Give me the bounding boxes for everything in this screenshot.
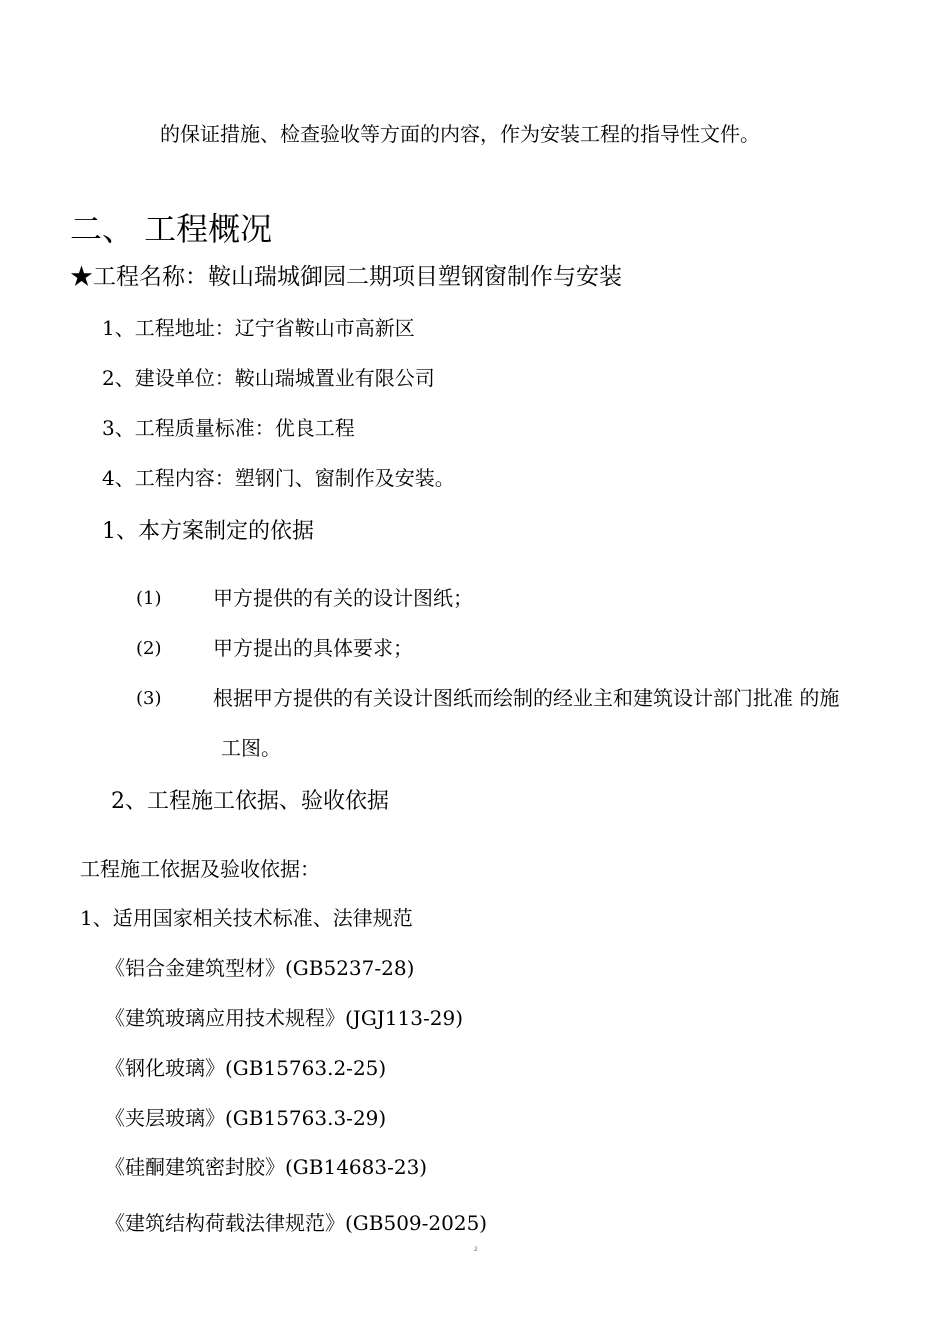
info-item-content: 4、工程内容：塑钢门、窗制作及安装。 [102, 466, 455, 490]
basis-item-number: (3) [136, 688, 162, 709]
standard-item: 《建筑结构荷载法律规范》(GB509-2025) [105, 1211, 488, 1235]
section-title: 二、 工程概况 [70, 210, 273, 248]
standard-item: 《建筑玻璃应用技术规程》(JGJ113-29) [105, 1006, 463, 1030]
basis-item-continuation: 工图。 [221, 736, 281, 760]
basis-item-number: (2) [136, 638, 162, 659]
construction-basis-intro: 工程施工依据及验收依据： [80, 857, 320, 881]
standard-item: 《夹层玻璃》(GB15763.3-29) [105, 1106, 387, 1130]
info-item-developer: 2、建设单位：鞍山瑞城置业有限公司 [102, 366, 435, 390]
basis-item-text: 甲方提出的具体要求； [213, 636, 413, 660]
info-item-address: 1、工程地址：辽宁省鞍山市高新区 [102, 316, 415, 340]
plan-basis-heading: 1、本方案制定的依据 [102, 519, 314, 544]
info-item-quality: 3、工程质量标准：优良工程 [102, 416, 355, 440]
project-name: ★工程名称：鞍山瑞城御园二期项目塑钢窗制作与安装 [70, 264, 622, 290]
basis-item-text: 根据甲方提供的有关设计图纸而绘制的经业主和建筑设计部门批准 的施 [213, 686, 840, 710]
basis-item-text: 甲方提供的有关的设计图纸； [213, 586, 473, 610]
intro-text: 的保证措施、检查验收等方面的内容，作为安装工程的指导性文件。 [160, 122, 760, 146]
page-number: 2 [474, 1246, 478, 1253]
standard-item: 《硅酮建筑密封胶》(GB14683-23) [105, 1155, 428, 1179]
standards-heading: 1、适用国家相关技术标准、法律规范 [80, 906, 413, 930]
construction-basis-heading: 2、工程施工依据、验收依据 [111, 789, 389, 814]
standard-item: 《铝合金建筑型材》(GB5237-28) [105, 956, 415, 980]
standard-item: 《钢化玻璃》(GB15763.2-25) [105, 1056, 387, 1080]
basis-item-number: (1) [136, 588, 162, 609]
